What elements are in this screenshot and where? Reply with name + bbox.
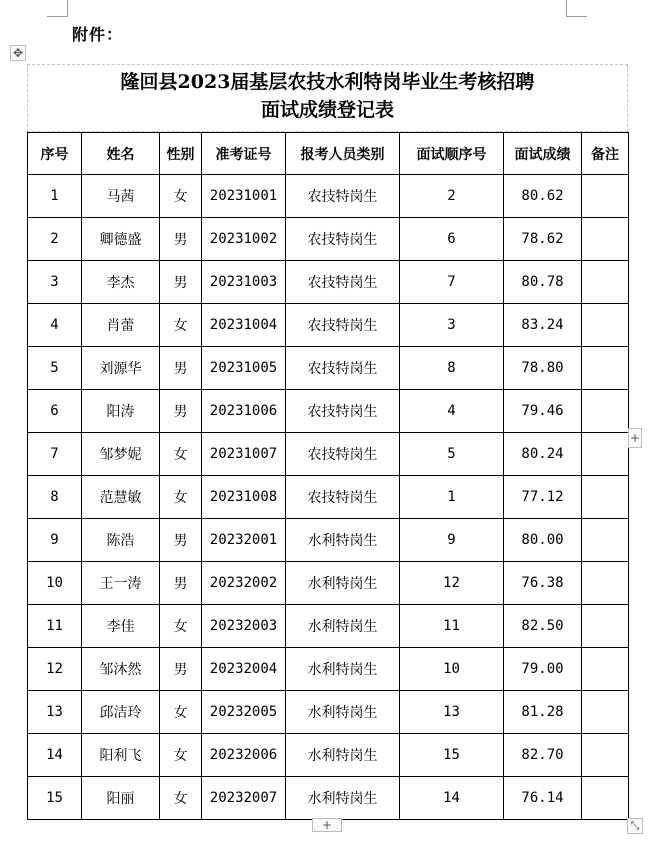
order-cell: 6 — [400, 218, 504, 261]
order-cell: 1 — [400, 476, 504, 519]
seq-cell: 10 — [28, 562, 82, 605]
table-move-handle[interactable] — [10, 45, 26, 61]
name-cell: 邹沐然 — [82, 648, 160, 691]
remark-cell — [582, 218, 629, 261]
header-cell: 姓名 — [82, 133, 160, 175]
table-row — [28, 605, 629, 648]
gender-cell: 男 — [160, 347, 202, 390]
exam-id-cell: 20231001 — [202, 175, 286, 218]
table-row — [28, 175, 629, 218]
order-cell: 7 — [400, 261, 504, 304]
seq-cell: 14 — [28, 734, 82, 777]
remark-cell — [582, 648, 629, 691]
header-cell: 面试顺序号 — [400, 133, 504, 175]
table-row — [28, 777, 629, 820]
remark-cell — [582, 734, 629, 777]
order-cell: 5 — [400, 433, 504, 476]
exam-id-cell: 20231007 — [202, 433, 286, 476]
name-cell: 邹梦妮 — [82, 433, 160, 476]
seq-cell: 7 — [28, 433, 82, 476]
table-title-line1: 隆回县2023届基层农技水利特岗毕业生考核招聘 — [120, 71, 535, 93]
category-cell: 水利特岗生 — [286, 605, 400, 648]
exam-id-cell: 20232005 — [202, 691, 286, 734]
category-cell: 水利特岗生 — [286, 777, 400, 820]
gender-cell: 女 — [160, 304, 202, 347]
remark-cell — [582, 562, 629, 605]
remark-cell — [582, 433, 629, 476]
exam-id-cell: 20231004 — [202, 304, 286, 347]
score-cell: 82.50 — [504, 605, 582, 648]
exam-id-cell: 20232006 — [202, 734, 286, 777]
name-cell: 卿德盛 — [82, 218, 160, 261]
table-resize-handle[interactable] — [627, 818, 643, 834]
table-title-line2: 面试成绩登记表 — [260, 99, 394, 121]
name-cell: 李杰 — [82, 261, 160, 304]
remark-cell — [582, 691, 629, 734]
table-row — [28, 691, 629, 734]
gender-cell: 男 — [160, 390, 202, 433]
remark-cell — [582, 519, 629, 562]
interview-score-table — [27, 132, 629, 820]
exam-id-cell: 20232004 — [202, 648, 286, 691]
order-cell: 3 — [400, 304, 504, 347]
gender-cell: 女 — [160, 734, 202, 777]
name-cell: 阳利飞 — [82, 734, 160, 777]
table-row — [28, 433, 629, 476]
order-cell: 13 — [400, 691, 504, 734]
gender-cell: 男 — [160, 218, 202, 261]
score-cell: 77.12 — [504, 476, 582, 519]
resize-icon: ⤡ — [630, 819, 640, 832]
seq-cell: 9 — [28, 519, 82, 562]
score-cell: 80.78 — [504, 261, 582, 304]
gender-cell: 女 — [160, 691, 202, 734]
score-cell: 78.80 — [504, 347, 582, 390]
score-cell: 83.24 — [504, 304, 582, 347]
seq-cell: 6 — [28, 390, 82, 433]
gender-cell: 男 — [160, 519, 202, 562]
table-row — [28, 347, 629, 390]
seq-cell: 11 — [28, 605, 82, 648]
category-cell: 水利特岗生 — [286, 691, 400, 734]
table-row — [28, 261, 629, 304]
remark-cell — [582, 261, 629, 304]
category-cell: 农技特岗生 — [286, 261, 400, 304]
category-cell: 农技特岗生 — [286, 304, 400, 347]
score-cell: 79.00 — [504, 648, 582, 691]
exam-id-cell: 20231002 — [202, 218, 286, 261]
exam-id-cell: 20231006 — [202, 390, 286, 433]
order-cell: 2 — [400, 175, 504, 218]
score-cell: 80.24 — [504, 433, 582, 476]
header-cell: 备注 — [582, 133, 629, 175]
name-cell: 范慧敏 — [82, 476, 160, 519]
move-icon: ✥ — [12, 46, 24, 60]
table-row — [28, 648, 629, 691]
category-cell: 农技特岗生 — [286, 175, 400, 218]
score-cell: 78.62 — [504, 218, 582, 261]
name-cell: 肖蕾 — [82, 304, 160, 347]
exam-id-cell: 20232007 — [202, 777, 286, 820]
gender-cell: 男 — [160, 648, 202, 691]
category-cell: 水利特岗生 — [286, 519, 400, 562]
remark-cell — [582, 476, 629, 519]
gender-cell: 男 — [160, 261, 202, 304]
plus-icon: + — [629, 431, 641, 445]
seq-cell: 13 — [28, 691, 82, 734]
table-row — [28, 562, 629, 605]
remark-cell — [582, 777, 629, 820]
seq-cell: 8 — [28, 476, 82, 519]
header-cell: 准考证号 — [202, 133, 286, 175]
exam-id-cell: 20231008 — [202, 476, 286, 519]
name-cell: 刘源华 — [82, 347, 160, 390]
order-cell: 15 — [400, 734, 504, 777]
gender-cell: 女 — [160, 605, 202, 648]
table-row — [28, 734, 629, 777]
table-row — [28, 519, 629, 562]
exam-id-cell: 20232001 — [202, 519, 286, 562]
crop-mark-top-right — [566, 0, 587, 17]
table-row — [28, 390, 629, 433]
add-row-button[interactable] — [312, 818, 342, 832]
table-header-row — [28, 133, 629, 175]
seq-cell: 3 — [28, 261, 82, 304]
order-cell: 8 — [400, 347, 504, 390]
order-cell: 9 — [400, 519, 504, 562]
gender-cell: 男 — [160, 562, 202, 605]
name-cell: 陈浩 — [82, 519, 160, 562]
gender-cell: 女 — [160, 476, 202, 519]
name-cell: 阳丽 — [82, 777, 160, 820]
score-cell: 81.28 — [504, 691, 582, 734]
seq-cell: 4 — [28, 304, 82, 347]
score-cell: 80.62 — [504, 175, 582, 218]
gender-cell: 女 — [160, 433, 202, 476]
category-cell: 水利特岗生 — [286, 562, 400, 605]
seq-cell: 1 — [28, 175, 82, 218]
header-cell: 面试成绩 — [504, 133, 582, 175]
score-cell: 80.00 — [504, 519, 582, 562]
gender-cell: 女 — [160, 777, 202, 820]
attachment-label: 附件： — [72, 25, 124, 44]
remark-cell — [582, 175, 629, 218]
score-cell: 82.70 — [504, 734, 582, 777]
order-cell: 4 — [400, 390, 504, 433]
crop-mark-top-left — [47, 0, 68, 17]
category-cell: 农技特岗生 — [286, 476, 400, 519]
category-cell: 农技特岗生 — [286, 218, 400, 261]
order-cell: 12 — [400, 562, 504, 605]
order-cell: 14 — [400, 777, 504, 820]
remark-cell — [582, 390, 629, 433]
gender-cell: 女 — [160, 175, 202, 218]
category-cell: 农技特岗生 — [286, 347, 400, 390]
table-row — [28, 218, 629, 261]
score-cell: 76.14 — [504, 777, 582, 820]
category-cell: 农技特岗生 — [286, 433, 400, 476]
exam-id-cell: 20232002 — [202, 562, 286, 605]
seq-cell: 2 — [28, 218, 82, 261]
seq-cell: 15 — [28, 777, 82, 820]
seq-cell: 5 — [28, 347, 82, 390]
exam-id-cell: 20231003 — [202, 261, 286, 304]
remark-cell — [582, 347, 629, 390]
header-cell: 性别 — [160, 133, 202, 175]
remark-cell — [582, 304, 629, 347]
name-cell: 李佳 — [82, 605, 160, 648]
plus-icon: + — [321, 818, 333, 832]
name-cell: 马茜 — [82, 175, 160, 218]
name-cell: 阳涛 — [82, 390, 160, 433]
name-cell: 邱洁玲 — [82, 691, 160, 734]
remark-cell — [582, 605, 629, 648]
seq-cell: 12 — [28, 648, 82, 691]
table-row — [28, 476, 629, 519]
category-cell: 水利特岗生 — [286, 648, 400, 691]
header-cell: 报考人员类别 — [286, 133, 400, 175]
header-cell: 序号 — [28, 133, 82, 175]
exam-id-cell: 20231005 — [202, 347, 286, 390]
category-cell: 水利特岗生 — [286, 734, 400, 777]
category-cell: 农技特岗生 — [286, 390, 400, 433]
score-cell: 76.38 — [504, 562, 582, 605]
add-column-button[interactable] — [628, 428, 642, 448]
order-cell: 11 — [400, 605, 504, 648]
table-row — [28, 304, 629, 347]
name-cell: 王一涛 — [82, 562, 160, 605]
score-cell: 79.46 — [504, 390, 582, 433]
order-cell: 10 — [400, 648, 504, 691]
exam-id-cell: 20232003 — [202, 605, 286, 648]
